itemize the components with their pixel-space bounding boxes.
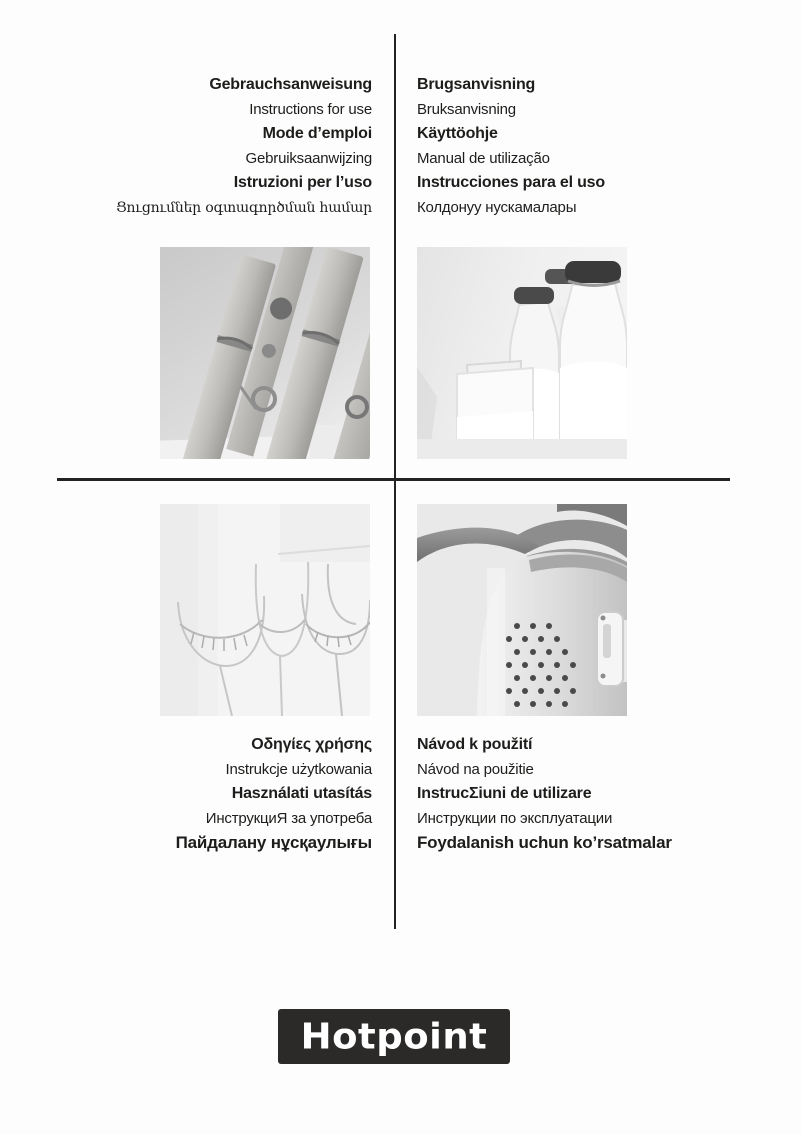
- language-label-polish: Instrukcje użytkowania: [225, 760, 372, 778]
- language-label-english: Instructions for use: [249, 100, 372, 118]
- language-label-german: Gebrauchsanweisung: [209, 76, 372, 93]
- language-label-greek: Οδηγίες χρήσης: [251, 736, 372, 753]
- colander-image: [417, 504, 627, 716]
- language-label-romanian: InstrucΣiuni de utilizare: [417, 785, 592, 802]
- colander-photo: [417, 504, 627, 716]
- language-label-kazakh: Пайдалану нұсқаулығы: [175, 833, 372, 852]
- language-block-top-left: [30, 73, 372, 220]
- language-label-slovak: Návod na použitie: [417, 760, 534, 778]
- language-label-bulgarian: ИнструкциЯ за употреба: [205, 809, 372, 827]
- clothespins-photo: [160, 247, 370, 459]
- language-label-portuguese: Manual de utilização: [417, 149, 550, 167]
- language-block-bottom-left: [30, 733, 372, 856]
- language-label-dutch: Gebruiksaanwijzing: [245, 149, 372, 167]
- language-label-danish: Brugsanvisning: [417, 76, 536, 93]
- language-label-french: Mode d’emploi: [262, 125, 372, 142]
- language-label-uzbek: Foydalanish uchun ko’rsatmalar: [417, 833, 672, 852]
- language-label-hungarian: Használati utasítás: [231, 785, 372, 802]
- language-label-kyrgyz: Колдонуу нускамалары: [417, 198, 577, 216]
- language-block-top-right: [417, 73, 777, 220]
- language-label-finnish: Käyttöohje: [417, 125, 498, 142]
- language-label-swedish: Bruksanvisning: [417, 100, 516, 118]
- language-label-russian: Инструкции по эксплуатации: [417, 809, 613, 827]
- language-block-bottom-right: [417, 733, 777, 856]
- language-label-armenian: Ցուցումներ օգտագործման համար: [116, 199, 372, 216]
- language-label-italian: Istruzioni per l’uso: [233, 174, 372, 191]
- horizontal-divider: [57, 478, 730, 481]
- vertical-divider: [394, 34, 396, 929]
- language-label-spanish: Instrucciones para el uso: [417, 174, 605, 191]
- milk-bottles-photo: [417, 247, 627, 459]
- language-label-czech: Návod k použití: [417, 736, 533, 753]
- milk-bottles-image: [417, 247, 627, 459]
- clothespins-image: [160, 247, 370, 459]
- wine-glasses-image: [160, 504, 370, 716]
- hotpoint-logo-text: Hotpoint: [300, 1015, 488, 1058]
- wine-glasses-photo: [160, 504, 370, 716]
- hotpoint-logo: [278, 1009, 510, 1064]
